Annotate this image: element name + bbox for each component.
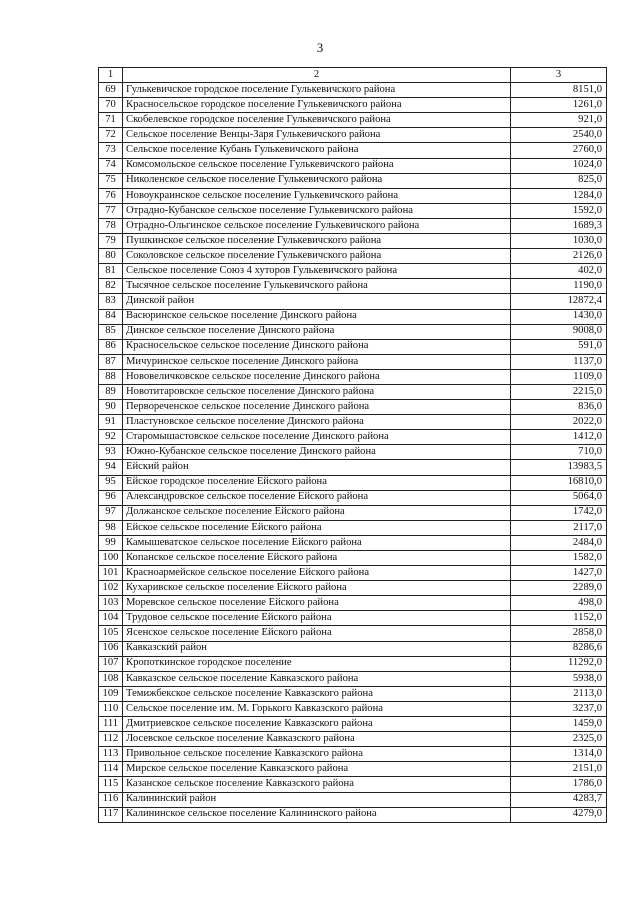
table-row bbox=[99, 143, 607, 158]
amount-value: 1024,0 bbox=[511, 158, 607, 173]
row-number: 72 bbox=[99, 128, 123, 143]
municipality-name: Красносельское сельское поселение Динского района bbox=[123, 339, 511, 354]
amount-value: 498,0 bbox=[511, 596, 607, 611]
municipality-name: Камышеватское сельское поселение Ейского района bbox=[123, 535, 511, 550]
header-cell-name: 2 bbox=[123, 68, 511, 83]
table-row bbox=[99, 173, 607, 188]
municipality-name: Пушкинское сельское поселение Гулькевичского района bbox=[123, 234, 511, 249]
table-row bbox=[99, 732, 607, 747]
table-row bbox=[99, 520, 607, 535]
table-row bbox=[99, 354, 607, 369]
municipality-name: Старомышастовское сельское поселение Динского района bbox=[123, 430, 511, 445]
amount-value: 1582,0 bbox=[511, 551, 607, 566]
table-row bbox=[99, 460, 607, 475]
municipality-name: Калининский район bbox=[123, 792, 511, 807]
amount-value: 1261,0 bbox=[511, 98, 607, 113]
municipality-name: Сельское поселение Венцы-Заря Гулькевичского района bbox=[123, 128, 511, 143]
row-number: 82 bbox=[99, 279, 123, 294]
table-row bbox=[99, 475, 607, 490]
municipality-name: Дмитриевское сельское поселение Кавказского района bbox=[123, 717, 511, 732]
table-row bbox=[99, 430, 607, 445]
table-row bbox=[99, 83, 607, 98]
amount-value: 11292,0 bbox=[511, 656, 607, 671]
municipality-name: Нововеличковское сельское поселение Динского района bbox=[123, 369, 511, 384]
row-number: 98 bbox=[99, 520, 123, 535]
row-number: 91 bbox=[99, 415, 123, 430]
amount-value: 2126,0 bbox=[511, 249, 607, 264]
table-row bbox=[99, 566, 607, 581]
row-number: 100 bbox=[99, 551, 123, 566]
table-row bbox=[99, 294, 607, 309]
municipality-name: Кухаривское сельское поселение Ейского района bbox=[123, 581, 511, 596]
row-number: 116 bbox=[99, 792, 123, 807]
table-row bbox=[99, 596, 607, 611]
table-row bbox=[99, 445, 607, 460]
row-number: 99 bbox=[99, 535, 123, 550]
table-row bbox=[99, 324, 607, 339]
amount-value: 921,0 bbox=[511, 113, 607, 128]
municipality-name: Должанское сельское поселение Ейского района bbox=[123, 505, 511, 520]
municipality-name: Ейское городское поселение Ейского района bbox=[123, 475, 511, 490]
amount-value: 1109,0 bbox=[511, 369, 607, 384]
amount-value: 1689,3 bbox=[511, 218, 607, 233]
amount-value: 836,0 bbox=[511, 400, 607, 415]
table-row bbox=[99, 279, 607, 294]
amount-value: 2215,0 bbox=[511, 384, 607, 399]
municipality-name: Соколовское сельское поселение Гулькевичского района bbox=[123, 249, 511, 264]
municipality-name: Скобелевское городское поселение Гулькевичского района bbox=[123, 113, 511, 128]
municipality-name: Красносельское городское поселение Гулькевичского района bbox=[123, 98, 511, 113]
amount-value: 2325,0 bbox=[511, 732, 607, 747]
table-row bbox=[99, 218, 607, 233]
table-row bbox=[99, 400, 607, 415]
municipality-name: Комсомольское сельское поселение Гулькевичского района bbox=[123, 158, 511, 173]
table-row bbox=[99, 581, 607, 596]
row-number: 106 bbox=[99, 641, 123, 656]
row-number: 78 bbox=[99, 218, 123, 233]
table-row bbox=[99, 203, 607, 218]
table-row bbox=[99, 807, 607, 822]
amount-value: 825,0 bbox=[511, 173, 607, 188]
amount-value: 8286,6 bbox=[511, 641, 607, 656]
amount-value: 2289,0 bbox=[511, 581, 607, 596]
row-number: 109 bbox=[99, 686, 123, 701]
municipality-name: Калининское сельское поселение Калининского района bbox=[123, 807, 511, 822]
row-number: 73 bbox=[99, 143, 123, 158]
amount-value: 16810,0 bbox=[511, 475, 607, 490]
table-row bbox=[99, 747, 607, 762]
row-number: 86 bbox=[99, 339, 123, 354]
amount-value: 1459,0 bbox=[511, 717, 607, 732]
amount-value: 1427,0 bbox=[511, 566, 607, 581]
table-row bbox=[99, 626, 607, 641]
municipality-name: Сельское поселение им. М. Горького Кавказского района bbox=[123, 701, 511, 716]
amount-value: 8151,0 bbox=[511, 83, 607, 98]
table-row bbox=[99, 384, 607, 399]
amount-value: 402,0 bbox=[511, 264, 607, 279]
municipality-name: Васюринское сельское поселение Динского района bbox=[123, 309, 511, 324]
table-row bbox=[99, 641, 607, 656]
amount-value: 2484,0 bbox=[511, 535, 607, 550]
row-number: 94 bbox=[99, 460, 123, 475]
amount-value: 5064,0 bbox=[511, 490, 607, 505]
row-number: 69 bbox=[99, 83, 123, 98]
row-number: 71 bbox=[99, 113, 123, 128]
amount-value: 4283,7 bbox=[511, 792, 607, 807]
table-row bbox=[99, 234, 607, 249]
amount-value: 2113,0 bbox=[511, 686, 607, 701]
table-row bbox=[99, 505, 607, 520]
table-row bbox=[99, 113, 607, 128]
table-row bbox=[99, 264, 607, 279]
row-number: 76 bbox=[99, 188, 123, 203]
row-number: 105 bbox=[99, 626, 123, 641]
table-row bbox=[99, 671, 607, 686]
amount-value: 9008,0 bbox=[511, 324, 607, 339]
amount-value: 1190,0 bbox=[511, 279, 607, 294]
table-row bbox=[99, 717, 607, 732]
municipality-name: Темижбекское сельское поселение Кавказского района bbox=[123, 686, 511, 701]
row-number: 75 bbox=[99, 173, 123, 188]
row-number: 112 bbox=[99, 732, 123, 747]
amount-value: 2858,0 bbox=[511, 626, 607, 641]
amount-value: 1152,0 bbox=[511, 611, 607, 626]
table-row bbox=[99, 249, 607, 264]
table-row bbox=[99, 339, 607, 354]
row-number: 93 bbox=[99, 445, 123, 460]
amount-value: 1592,0 bbox=[511, 203, 607, 218]
amount-value: 5938,0 bbox=[511, 671, 607, 686]
amount-value: 3237,0 bbox=[511, 701, 607, 716]
amount-value: 1786,0 bbox=[511, 777, 607, 792]
municipality-name: Первореченское сельское поселение Динского района bbox=[123, 400, 511, 415]
header-cell-value: 3 bbox=[511, 68, 607, 83]
row-number: 117 bbox=[99, 807, 123, 822]
municipality-name: Моревское сельское поселение Ейского района bbox=[123, 596, 511, 611]
municipality-name: Отрадно-Кубанское сельское поселение Гулькевичского района bbox=[123, 203, 511, 218]
row-number: 103 bbox=[99, 596, 123, 611]
amount-value: 1412,0 bbox=[511, 430, 607, 445]
municipality-name: Мичуринское сельское поселение Динского района bbox=[123, 354, 511, 369]
row-number: 74 bbox=[99, 158, 123, 173]
amount-value: 12872,4 bbox=[511, 294, 607, 309]
table-row bbox=[99, 415, 607, 430]
municipality-name: Новотитаровское сельское поселение Динского района bbox=[123, 384, 511, 399]
municipality-name: Ясенское сельское поселение Ейского района bbox=[123, 626, 511, 641]
municipality-name: Тысячное сельское поселение Гулькевичского района bbox=[123, 279, 511, 294]
row-number: 70 bbox=[99, 98, 123, 113]
table-row bbox=[99, 686, 607, 701]
row-number: 88 bbox=[99, 369, 123, 384]
amount-value: 2151,0 bbox=[511, 762, 607, 777]
amount-value: 4279,0 bbox=[511, 807, 607, 822]
row-number: 79 bbox=[99, 234, 123, 249]
amount-value: 1430,0 bbox=[511, 309, 607, 324]
amount-value: 2117,0 bbox=[511, 520, 607, 535]
municipality-name: Новоукраинское сельское поселение Гулькевичского района bbox=[123, 188, 511, 203]
table-row bbox=[99, 551, 607, 566]
amount-value: 710,0 bbox=[511, 445, 607, 460]
row-number: 114 bbox=[99, 762, 123, 777]
row-number: 89 bbox=[99, 384, 123, 399]
row-number: 85 bbox=[99, 324, 123, 339]
row-number: 90 bbox=[99, 400, 123, 415]
municipality-name: Пластуновское сельское поселение Динского района bbox=[123, 415, 511, 430]
row-number: 87 bbox=[99, 354, 123, 369]
row-number: 81 bbox=[99, 264, 123, 279]
header-cell-number: 1 bbox=[99, 68, 123, 83]
table-row bbox=[99, 309, 607, 324]
amount-value: 2540,0 bbox=[511, 128, 607, 143]
row-number: 115 bbox=[99, 777, 123, 792]
municipality-name: Казанское сельское поселение Кавказского района bbox=[123, 777, 511, 792]
amount-value: 1137,0 bbox=[511, 354, 607, 369]
municipality-name: Трудовое сельское поселение Ейского района bbox=[123, 611, 511, 626]
municipality-name: Гулькевичское городское поселение Гулькевичского района bbox=[123, 83, 511, 98]
row-number: 104 bbox=[99, 611, 123, 626]
row-number: 92 bbox=[99, 430, 123, 445]
amount-value: 2022,0 bbox=[511, 415, 607, 430]
table-row bbox=[99, 490, 607, 505]
table-row bbox=[99, 656, 607, 671]
table-row bbox=[99, 535, 607, 550]
municipality-name: Кропоткинское городское поселение bbox=[123, 656, 511, 671]
row-number: 102 bbox=[99, 581, 123, 596]
amount-value: 1030,0 bbox=[511, 234, 607, 249]
municipality-name: Лосевское сельское поселение Кавказского района bbox=[123, 732, 511, 747]
row-number: 110 bbox=[99, 701, 123, 716]
row-number: 80 bbox=[99, 249, 123, 264]
table-row bbox=[99, 158, 607, 173]
municipality-name: Динской район bbox=[123, 294, 511, 309]
municipality-name: Сельское поселение Кубань Гулькевичского района bbox=[123, 143, 511, 158]
table-row bbox=[99, 369, 607, 384]
amount-value: 2760,0 bbox=[511, 143, 607, 158]
municipality-name: Николенское сельское поселение Гулькевичского района bbox=[123, 173, 511, 188]
row-number: 84 bbox=[99, 309, 123, 324]
municipality-name: Кавказский район bbox=[123, 641, 511, 656]
amount-value: 591,0 bbox=[511, 339, 607, 354]
amount-value: 1284,0 bbox=[511, 188, 607, 203]
table-row bbox=[99, 701, 607, 716]
table-row bbox=[99, 777, 607, 792]
allocation-table bbox=[98, 67, 607, 823]
amount-value: 13983,5 bbox=[511, 460, 607, 475]
row-number: 77 bbox=[99, 203, 123, 218]
amount-value: 1314,0 bbox=[511, 747, 607, 762]
row-number: 96 bbox=[99, 490, 123, 505]
row-number: 95 bbox=[99, 475, 123, 490]
municipality-name: Кавказское сельское поселение Кавказского района bbox=[123, 671, 511, 686]
page-number: 3 bbox=[316, 40, 324, 55]
row-number: 108 bbox=[99, 671, 123, 686]
table-row bbox=[99, 98, 607, 113]
municipality-name: Ейский район bbox=[123, 460, 511, 475]
row-number: 107 bbox=[99, 656, 123, 671]
row-number: 111 bbox=[99, 717, 123, 732]
municipality-name: Динское сельское поселение Динского района bbox=[123, 324, 511, 339]
municipality-name: Красноармейское сельское поселение Ейского района bbox=[123, 566, 511, 581]
table-header-row bbox=[99, 68, 607, 83]
municipality-name: Мирское сельское поселение Кавказского района bbox=[123, 762, 511, 777]
table-row bbox=[99, 792, 607, 807]
row-number: 113 bbox=[99, 747, 123, 762]
row-number: 83 bbox=[99, 294, 123, 309]
table-row bbox=[99, 762, 607, 777]
table-row bbox=[99, 128, 607, 143]
municipality-name: Сельское поселение Союз 4 хуторов Гулькевичского района bbox=[123, 264, 511, 279]
amount-value: 1742,0 bbox=[511, 505, 607, 520]
row-number: 101 bbox=[99, 566, 123, 581]
municipality-name: Южно-Кубанское сельское поселение Динского района bbox=[123, 445, 511, 460]
municipality-name: Ейское сельское поселение Ейского района bbox=[123, 520, 511, 535]
row-number: 97 bbox=[99, 505, 123, 520]
municipality-name: Копанское сельское поселение Ейского района bbox=[123, 551, 511, 566]
table-row bbox=[99, 611, 607, 626]
municipality-name: Привольное сельское поселение Кавказского района bbox=[123, 747, 511, 762]
municipality-name: Отрадно-Ольгинское сельское поселение Гулькевичского района bbox=[123, 218, 511, 233]
table-row bbox=[99, 188, 607, 203]
municipality-name: Александровское сельское поселение Ейского района bbox=[123, 490, 511, 505]
